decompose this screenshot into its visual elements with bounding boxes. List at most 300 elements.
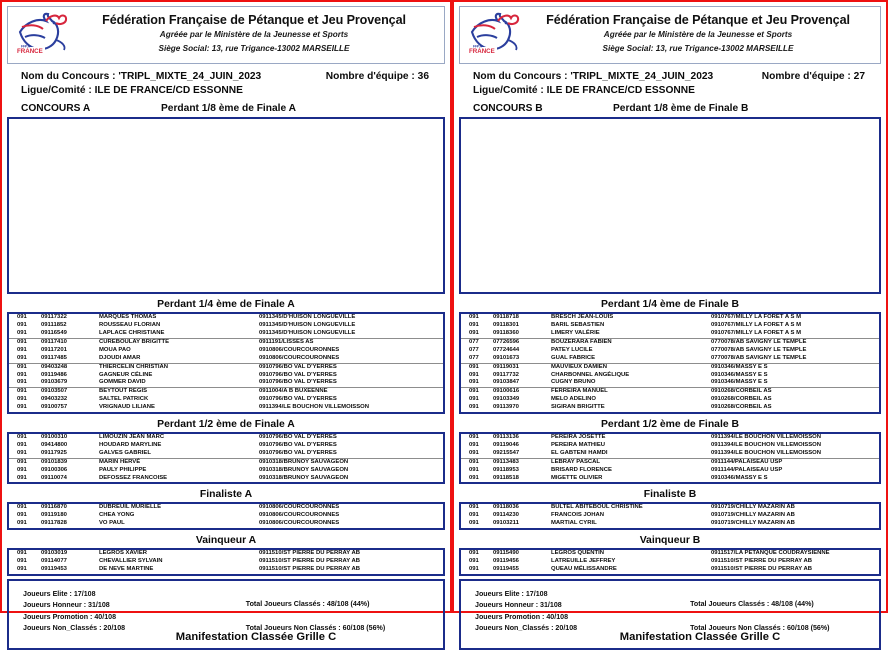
cell-player-name: GAGNEUR CÉLINE <box>99 371 153 378</box>
table-row <box>9 404 443 412</box>
table-row <box>9 338 443 346</box>
table-row <box>9 458 443 466</box>
league-field <box>21 84 445 98</box>
stat-total-non-classes: Total Joueurs Non Classés : 60/108 (56%) <box>245 624 386 633</box>
stat-promotion: Joueurs Promotion : 40/108 <box>23 612 117 621</box>
players-table <box>461 434 879 482</box>
stat-promotion: Joueurs Promotion : 40/108 <box>475 612 569 621</box>
table-row <box>9 322 443 330</box>
cell-licence: 09215547 <box>493 449 520 456</box>
cell-club: 0910318/BRUNOY SAUVAGEON <box>259 466 349 473</box>
table-row <box>9 347 443 355</box>
cell-player-name: PEREIRA MATHIEU <box>551 441 605 448</box>
cell-licence: 09100310 <box>41 434 68 441</box>
cell-club: 0910719/CHILLY MAZARIN AB <box>711 520 795 527</box>
cell-department: 091 <box>9 458 39 466</box>
table-row <box>461 566 879 574</box>
cell-department: 091 <box>17 379 27 386</box>
cell-club: 0910806/COURCOURONNES <box>259 504 340 511</box>
section-title: Perdant 1/2 ème de Finale A <box>157 419 295 431</box>
cell-department: 091 <box>9 388 39 396</box>
cell-department: 091 <box>17 466 27 473</box>
table-row <box>461 520 879 528</box>
cell-licence: 09100757 <box>41 404 68 411</box>
cell-licence: 09403248 <box>39 363 97 371</box>
sections-container <box>7 297 445 579</box>
cell-licence: 09119031 <box>491 363 549 371</box>
cell-department: 091 <box>469 379 479 386</box>
competition-name-value: 'TRIPL_MIXTE_24_JUIN_2023 <box>570 71 714 82</box>
cell-player-name: MIGETTE OLIVIER <box>551 474 603 481</box>
cell-player-name: CHARBONNEL ANGÉLIQUE <box>551 371 630 378</box>
cell-department: 091 <box>469 434 479 441</box>
stat-elite: Joueurs Elite : 17/108 <box>23 589 96 598</box>
cell-player-name: LATREUILLE JEFFREY <box>551 558 616 565</box>
bracket-section <box>459 533 881 576</box>
cell-licence: 09117925 <box>41 449 67 456</box>
team-count-label: Nombre d'équipe : <box>325 71 418 82</box>
bracket-section <box>459 487 881 530</box>
table-row <box>461 467 879 475</box>
cell-player-name: SIGIRAN BRIGITTE <box>551 404 605 411</box>
section-table-box <box>7 312 445 414</box>
players-table <box>9 314 443 412</box>
concours-header-row <box>459 99 881 117</box>
stage-eighth-title: Perdant 1/8 ème de Finale B <box>613 103 749 115</box>
players-table <box>461 314 879 412</box>
cell-club: 0770078/AB SAVIGNY LE TEMPLE <box>711 346 807 353</box>
cell-department: 091 <box>461 388 491 396</box>
cell-club: 0770078/AB SAVIGNY LE TEMPLE <box>709 338 879 346</box>
table-row <box>461 363 879 371</box>
cell-licence: 09110074 <box>41 474 67 481</box>
cell-player-name: DJOUDI AMAR <box>99 354 141 361</box>
table-row <box>9 442 443 450</box>
concours-header-row <box>7 99 445 117</box>
cell-club: 0910767/MILLY LA FORET A S M <box>711 314 802 321</box>
cell-department: 091 <box>469 441 479 448</box>
concours-label: CONCOURS B <box>473 103 543 115</box>
cell-player-name: FERREIRA MANUEL <box>549 388 709 396</box>
cell-club: 0910806/COURCOURONNES <box>259 520 340 527</box>
manifestation-grade: Manifestation Classée Grille C <box>619 630 781 643</box>
cell-department: 091 <box>17 550 27 557</box>
cell-player-name: CUREBOULAY BRIGITTE <box>97 338 257 346</box>
cell-licence: 09117828 <box>41 520 67 527</box>
cell-licence: 09103019 <box>41 550 68 557</box>
federation-subtitle-2: Siège Social: 13, rue Trigance-13002 MARSEILLE <box>602 44 794 54</box>
players-table <box>9 434 443 482</box>
section-title: Perdant 1/4 ème de Finale B <box>600 299 740 311</box>
table-row <box>9 314 443 322</box>
cell-club: 0911517/LA PETANQUE COUDRAYSIENNE <box>711 550 830 557</box>
page-concours-b <box>452 0 888 643</box>
league-label: Ligue/Comité : <box>21 85 95 97</box>
competition-meta <box>459 68 881 99</box>
bracket-section <box>7 297 445 414</box>
stage-eighth-title: Perdant 1/8 ème de Finale A <box>161 103 296 115</box>
cell-player-name: MOUA PAO <box>99 346 131 353</box>
letterhead <box>7 6 445 64</box>
table-row <box>461 434 879 442</box>
federation-title: Fédération Française de Pétanque et Jeu Provençal <box>102 12 406 27</box>
bracket-section <box>459 417 881 484</box>
table-row <box>9 434 443 442</box>
cell-club: 0910796/BO VAL D'YERRES <box>259 449 337 456</box>
federation-subtitle-1: Agréée par le Ministère de la Jeunesse et Sports <box>159 30 349 40</box>
stat-total-classes: Total Joueurs Classés : 48/108 (44%) <box>245 599 370 608</box>
bracket-section <box>7 417 445 484</box>
table-row <box>9 475 443 483</box>
cell-player-name: CHEVALLIER SYLVAIN <box>99 558 163 565</box>
cell-department: 091 <box>469 322 479 329</box>
letterhead <box>459 6 881 64</box>
table-row <box>9 396 443 404</box>
cell-player-name: FRANCOIS JOHAN <box>551 512 605 519</box>
cell-department: 091 <box>469 449 479 456</box>
cell-player-name: GALVES GABRIEL <box>99 449 151 456</box>
section-table-box <box>459 548 881 576</box>
cell-player-name: MAUVIEUX DAMIEN <box>549 363 709 371</box>
french-rooster-logo <box>464 10 526 58</box>
cell-department: 091 <box>17 346 27 353</box>
cell-club: 0911510/ST PIERRE DU PERRAY AB <box>259 558 360 565</box>
table-row <box>9 566 443 574</box>
cell-player-name: CUGNY BRUNO <box>551 379 596 386</box>
cell-club: 0910796/BO VAL D'YERRES <box>259 371 337 378</box>
cell-player-name: MELO ADELINO <box>551 396 596 403</box>
cell-licence: 09119455 <box>493 566 519 572</box>
cell-club: 0910796/BO VAL D'YERRES <box>259 396 337 403</box>
cell-club: 0910346/MASSY E S <box>709 363 879 371</box>
section-title: Finaliste B <box>643 489 697 501</box>
table-row <box>461 558 879 566</box>
cell-department: 091 <box>17 354 27 361</box>
cell-club: 0911345/D'HUISON LONGUEVILLE <box>259 329 356 336</box>
stat-non-classes: Joueurs Non_Classés : 20/108 <box>475 624 578 633</box>
cell-licence: 09103349 <box>493 396 520 403</box>
section-title: Perdant 1/2 ème de Finale B <box>600 419 740 431</box>
league-field <box>473 84 881 98</box>
cell-licence: 09118518 <box>493 474 519 481</box>
cell-player-name: MARTIAL CYRIL <box>551 520 597 527</box>
cell-player-name: LAPLACE CHRISTIANE <box>99 329 165 336</box>
table-row <box>461 322 879 330</box>
cell-player-name: MARQUES THOMAS <box>99 314 157 321</box>
cell-club: 0911394/LE BOUCHON VILLEMOISSON <box>711 434 821 441</box>
table-row <box>461 475 879 483</box>
cell-department: 091 <box>17 566 27 572</box>
cell-department: 091 <box>17 512 27 519</box>
cell-licence: 09119453 <box>41 566 67 572</box>
cell-licence: 09113483 <box>491 458 549 466</box>
league-label: Ligue/Comité : <box>473 85 547 97</box>
cell-club: 0910767/MILLY LA FORET A S M <box>711 329 802 336</box>
table-row <box>9 512 443 520</box>
cell-club: 0911394/LE BOUCHON VILLEMOISSON <box>711 441 821 448</box>
cell-player-name: MARIN HERVÉ <box>97 458 257 466</box>
cell-licence: 09119046 <box>493 441 519 448</box>
cell-department: 077 <box>461 338 491 346</box>
stat-honneur: Joueurs Honneur : 31/108 <box>23 601 110 610</box>
cell-player-name: HOUDARD MARYLINE <box>99 441 162 448</box>
cell-department: 091 <box>17 329 27 336</box>
table-row <box>461 355 879 363</box>
cell-player-name: BRISARD FLORENCE <box>551 466 612 473</box>
table-row <box>9 330 443 338</box>
cell-department: 091 <box>469 520 479 527</box>
table-row <box>9 379 443 387</box>
cell-club: 0910796/BO VAL D'YERRES <box>259 379 337 386</box>
table-row <box>461 450 879 458</box>
concours-label: CONCOURS A <box>21 103 91 115</box>
cell-player-name: ROUSSEAU FLORIAN <box>99 322 161 329</box>
cell-department: 091 <box>461 458 491 466</box>
cell-player-name: QUEAU MÉLISSANDRE <box>551 566 617 572</box>
cell-club: 0910796/BO VAL D'YERRES <box>259 441 337 448</box>
cell-department: 091 <box>9 338 39 346</box>
bracket-section <box>7 487 445 530</box>
cell-licence: 09101673 <box>493 354 520 361</box>
table-row <box>461 550 879 558</box>
cell-department: 091 <box>469 314 479 321</box>
cell-club: 0910806/COURCOURONNES <box>259 346 340 353</box>
table-row <box>461 404 879 412</box>
cell-club: 0910346/MASSY E S <box>711 474 768 481</box>
table-row <box>9 467 443 475</box>
table-row <box>461 504 879 512</box>
section-table-box <box>459 432 881 484</box>
players-table <box>9 504 443 528</box>
cell-department: 091 <box>17 404 27 411</box>
cell-player-name: PEREIRA JOSETTE <box>551 434 606 441</box>
cell-player-name: VRIGNAUD LILIANE <box>99 404 155 411</box>
federation-subtitle-2: Siège Social: 13, rue Trigance-13002 MARSEILLE <box>158 44 350 54</box>
cell-player-name: DE NEVE MARTINE <box>99 566 154 572</box>
cell-player-name: PAULY PHILIPPE <box>99 466 147 473</box>
cell-department: 091 <box>469 566 479 572</box>
cell-club: 0911345/D'HUISON LONGUEVILLE <box>259 314 356 321</box>
table-row <box>9 372 443 380</box>
cell-club: 0911191/LISSES AS <box>257 338 443 346</box>
table-row <box>461 338 879 346</box>
cell-licence: 09403232 <box>41 396 68 403</box>
cell-department: 091 <box>469 504 479 511</box>
section-title: Perdant 1/4 ème de Finale A <box>157 299 295 311</box>
table-row <box>461 330 879 338</box>
cell-licence: 09117732 <box>493 371 519 378</box>
table-row <box>9 388 443 396</box>
footer-stats-panel <box>459 579 881 650</box>
cell-department: 091 <box>469 474 479 481</box>
table-row <box>9 558 443 566</box>
cell-club: 0910796/BO VAL D'YERRES <box>259 434 337 441</box>
team-count-value: 36 <box>417 71 429 82</box>
cell-club: 0911345/D'HUISON LONGUEVILLE <box>259 322 356 329</box>
table-row <box>461 379 879 387</box>
cell-club: 0910806/COURCOURONNES <box>259 512 340 519</box>
cell-department: 091 <box>469 396 479 403</box>
bracket-section <box>459 297 881 414</box>
cell-licence: 09114230 <box>493 512 519 519</box>
cell-player-name: GOMMER DAVID <box>99 379 146 386</box>
cell-player-name: BRESCH JEAN-LOUIS <box>551 314 614 321</box>
cell-player-name: EL GABTENI HAMDI <box>551 449 608 456</box>
cell-department: 091 <box>17 434 27 441</box>
league-value: ILE DE FRANCE/CD ESSONNE <box>94 85 243 97</box>
table-row <box>461 314 879 322</box>
cell-licence: 09119180 <box>41 512 67 519</box>
table-row <box>9 355 443 363</box>
table-row <box>461 388 879 396</box>
table-row <box>9 504 443 512</box>
cell-licence: 09103679 <box>41 379 68 386</box>
cell-licence: 09113970 <box>493 404 519 411</box>
cell-department: 091 <box>17 449 27 456</box>
cell-department: 077 <box>469 346 479 353</box>
cell-club: 0911510/ST PIERRE DU PERRAY AB <box>711 566 812 572</box>
cell-licence: 09101839 <box>39 458 97 466</box>
cell-department: 091 <box>469 404 479 411</box>
cell-licence: 09117201 <box>41 346 67 353</box>
cell-licence: 09113136 <box>493 434 519 441</box>
cell-player-name: BARIL SEBASTIEN <box>551 322 605 329</box>
cell-department: 091 <box>469 512 479 519</box>
cell-department: 091 <box>9 363 39 371</box>
cell-licence: 09117485 <box>41 354 67 361</box>
bracket-section <box>7 533 445 576</box>
league-value: ILE DE FRANCE/CD ESSONNE <box>546 85 695 97</box>
cell-department: 091 <box>17 558 27 565</box>
table-row <box>9 520 443 528</box>
cell-department: 091 <box>17 441 27 448</box>
table-row <box>9 450 443 458</box>
cell-player-name: SALTEL PATRICK <box>99 396 149 403</box>
cell-department: 091 <box>461 363 491 371</box>
cell-club: 0910767/MILLY LA FORET A S M <box>711 322 802 329</box>
cell-player-name: THIERCELIN CHRISTIAN <box>97 363 257 371</box>
cell-department: 091 <box>469 466 479 473</box>
cell-department: 091 <box>469 558 479 565</box>
french-rooster-logo <box>12 10 74 58</box>
table-row <box>461 396 879 404</box>
federation-subtitle-1: Agréée par le Ministère de la Jeunesse et Sports <box>603 30 793 40</box>
cell-licence: 09114077 <box>41 558 67 565</box>
cell-club: 0910268/CORBEIL AS <box>709 388 879 396</box>
stat-total-non-classes: Total Joueurs Non Classés : 60/108 (56%) <box>690 624 830 633</box>
cell-department: 091 <box>17 371 27 378</box>
section-table-box <box>7 502 445 530</box>
cell-club: 0910796/BO VAL D'YERRES <box>257 363 443 371</box>
cell-department: 091 <box>469 371 479 378</box>
cell-club: 0911510/ST PIERRE DU PERRAY AB <box>259 550 360 557</box>
competition-name-label: Nom du Concours : <box>21 71 119 82</box>
cell-licence: 09100306 <box>41 466 68 473</box>
svg-text:FFPJP: FFPJP <box>473 44 483 49</box>
cell-licence: 09116870 <box>41 504 67 511</box>
team-count-field <box>762 70 881 84</box>
cell-player-name: CHEA YONG <box>99 512 135 519</box>
competition-meta <box>7 68 445 99</box>
cell-department: 091 <box>17 322 27 329</box>
stat-elite: Joueurs Elite : 17/108 <box>475 589 548 598</box>
cell-department: 091 <box>17 504 27 511</box>
competition-name-label: Nom du Concours : <box>473 71 571 82</box>
team-count-value: 27 <box>853 71 865 82</box>
federation-title: Fédération Française de Pétanque et Jeu Provençal <box>546 12 850 27</box>
cell-licence: 09103507 <box>39 388 97 396</box>
sections-container <box>459 297 881 579</box>
cell-player-name: VO PAUL <box>99 520 125 527</box>
cell-department: 091 <box>17 474 27 481</box>
cell-licence: 09116549 <box>41 329 67 336</box>
cell-licence: 07726596 <box>491 338 549 346</box>
cell-club: 0910318/BRUNOY SAUVAGEON <box>259 474 349 481</box>
cell-player-name: BOUZERARA FABIEN <box>549 338 709 346</box>
competition-name-value: 'TRIPL_MIXTE_24_JUIN_2023 <box>118 71 262 82</box>
cell-club: 0910346/MASSY E S <box>711 379 768 386</box>
competition-name-field <box>473 70 713 84</box>
cell-club: 0911510/ST PIERRE DU PERRAY AB <box>711 558 812 565</box>
cell-player-name: DUBREUIL MURIELLE <box>99 504 162 511</box>
cell-player-name: BULTEL ABITEBOUL CHRISTINE <box>551 504 643 511</box>
table-row <box>9 550 443 558</box>
cell-licence: 09111852 <box>41 322 67 329</box>
svg-text:FFPJP: FFPJP <box>21 44 31 49</box>
table-row <box>461 458 879 466</box>
cell-player-name: LIMERY VALÉRIE <box>551 329 600 336</box>
cell-licence: 09118718 <box>493 314 519 321</box>
stat-total-classes: Total Joueurs Classés : 48/108 (44%) <box>690 599 814 608</box>
cell-player-name: LEBRAY PASCAL <box>549 458 709 466</box>
table-row <box>461 347 879 355</box>
competition-name-field <box>21 70 261 84</box>
table-row <box>461 372 879 380</box>
cell-licence: 09100616 <box>491 388 549 396</box>
team-count-label: Nombre d'équipe : <box>761 71 854 82</box>
cell-club: 0911394/LE BOUCHON VILLEMOISSON <box>259 404 369 411</box>
cell-player-name: LEGROS XAVIER <box>99 550 148 557</box>
team-count-field <box>326 70 445 84</box>
cell-department: 091 <box>17 520 27 527</box>
cell-club: 0911510/ST PIERRE DU PERRAY AB <box>259 566 360 572</box>
cell-club: 0910268/CORBEIL AS <box>711 396 772 403</box>
cell-club: 0910318/BRUNOY SAUVAGEON <box>257 458 443 466</box>
cell-licence: 09118360 <box>493 329 519 336</box>
cell-licence: 09103211 <box>493 520 519 527</box>
cell-licence: 09117410 <box>39 338 97 346</box>
logo-text: FRANCE <box>17 48 43 55</box>
players-table <box>461 504 879 528</box>
cell-club: 0911144/PALAISEAU USP <box>709 458 879 466</box>
cell-department: 091 <box>469 550 479 557</box>
cell-licence: 09119456 <box>493 558 519 565</box>
players-table <box>9 550 443 574</box>
cell-licence: 09118301 <box>493 322 519 329</box>
cell-club: 0910268/CORBEIL AS <box>711 404 772 411</box>
cell-player-name: BEYTOUT REGIS <box>97 388 257 396</box>
section-table-box <box>7 432 445 484</box>
cell-player-name: LIMOUZIN JEAN MARC <box>99 434 165 441</box>
bracket-eighth-empty-box <box>7 117 445 294</box>
bracket-eighth-empty-box <box>459 117 881 294</box>
players-table <box>461 550 879 574</box>
table-row <box>461 442 879 450</box>
section-table-box <box>459 502 881 530</box>
cell-player-name: GUAL FABRICE <box>551 354 596 361</box>
cell-player-name: DEFOSSEZ FRANCOISE <box>99 474 168 481</box>
cell-club: 0910719/CHILLY MAZARIN AB <box>711 504 795 511</box>
